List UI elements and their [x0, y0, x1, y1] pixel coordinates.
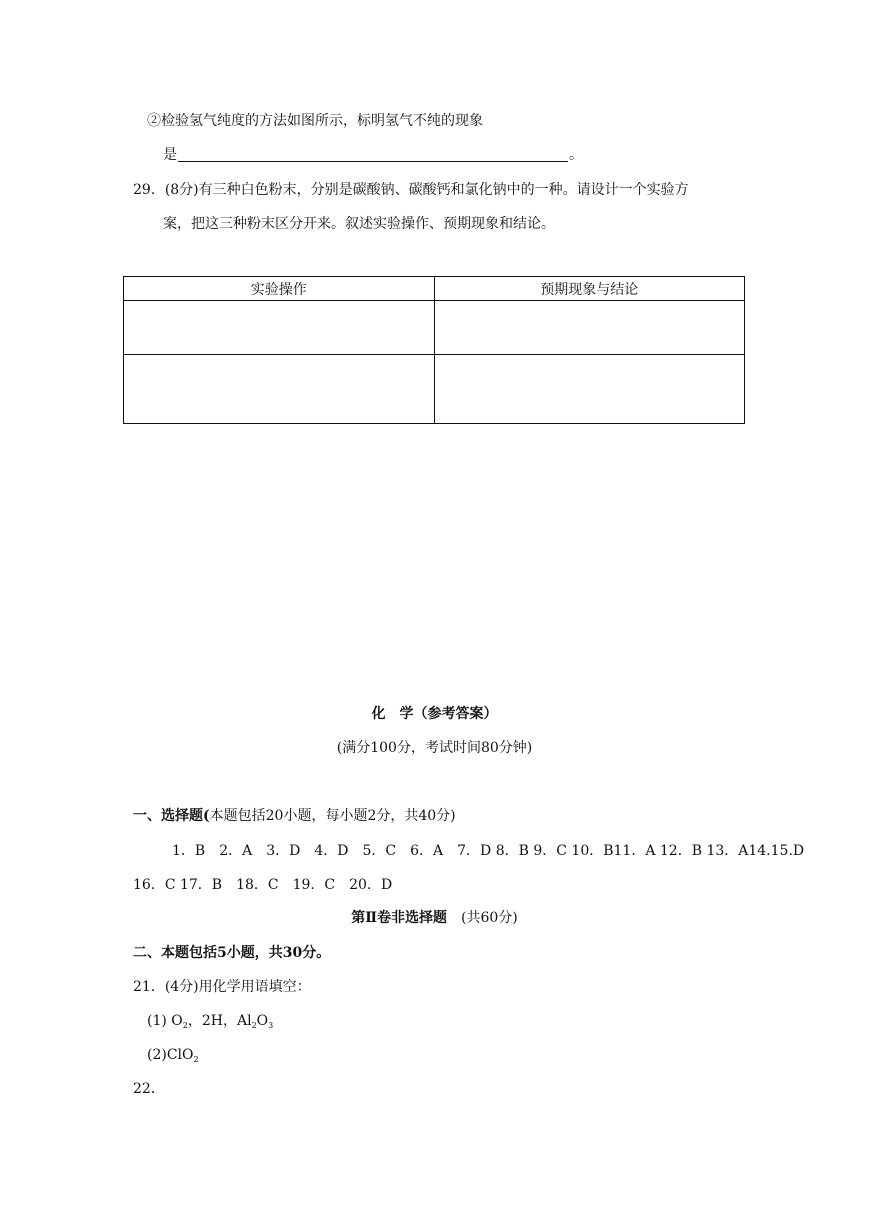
- answer-prefix: 是: [163, 147, 177, 163]
- experiment-table: [123, 276, 745, 424]
- table-cell: [434, 301, 745, 355]
- section1-heading: [133, 807, 456, 825]
- section2-heading: 二、本题包括5小题，共30分。: [133, 945, 331, 961]
- q21-heading: 21．(4分)用化学用语填空：: [133, 979, 311, 995]
- q28-answer-line: [163, 146, 583, 164]
- q21-part2: [147, 1046, 199, 1064]
- part2-heading: [0, 909, 869, 927]
- q29-line2: 案，把这三种粉末区分开来。叙述实验操作、预期现象和结论。: [163, 216, 555, 232]
- q29-line1: 29．(8分)有三种白色粉末，分别是碳酸钠、碳酸钙和氯化钠中的一种。请设计一个实验方: [133, 182, 689, 198]
- subscript: 3: [268, 1021, 274, 1030]
- section1-rest: 本题包括20小题，每小题2分，共40分): [209, 808, 456, 824]
- formula-text: ，2H，Al: [187, 1013, 252, 1029]
- header-phenomenon: 预期现象与结论: [434, 277, 745, 301]
- formula-text: O: [256, 1013, 269, 1029]
- table-header-row: [124, 277, 745, 301]
- table-row: [124, 301, 745, 355]
- answer-suffix: 。: [569, 147, 583, 163]
- formula-text: (2)ClO: [147, 1047, 194, 1063]
- table-cell: [124, 301, 435, 355]
- section1-bold: 一、选择题(: [133, 808, 210, 824]
- answers-subtitle: (满分100分，考试时间80分钟): [336, 740, 533, 756]
- q22-heading: 22．: [133, 1081, 165, 1097]
- subscript: 2: [251, 1021, 257, 1030]
- header-operation: 实验操作: [124, 277, 435, 301]
- answers-title: 化 学（参考答案）: [371, 706, 498, 722]
- table-cell: [124, 355, 435, 424]
- formula-text: (1) O: [147, 1013, 183, 1029]
- table-row: [124, 355, 745, 424]
- q28-item2: ②检验氢气纯度的方法如图所示，标明氢气不纯的现象: [147, 113, 483, 129]
- part2-rest: (共60分): [461, 910, 518, 926]
- subscript: 2: [182, 1021, 188, 1030]
- mc-answers-line1: 1．B 2．A 3．D 4．D 5．C 6．A 7．D 8．B 9．C 10．B11．A 12．B 13．A14.15.D: [172, 843, 805, 859]
- table-cell: [434, 355, 745, 424]
- subscript: 2: [193, 1055, 199, 1064]
- answer-blank: [178, 147, 568, 162]
- mc-answers-line2: 16．C 17．B 18．C 19．C 20．D: [133, 877, 393, 893]
- part2-bold: 第Ⅱ卷非选择题: [351, 910, 448, 926]
- q21-part1: [147, 1012, 273, 1030]
